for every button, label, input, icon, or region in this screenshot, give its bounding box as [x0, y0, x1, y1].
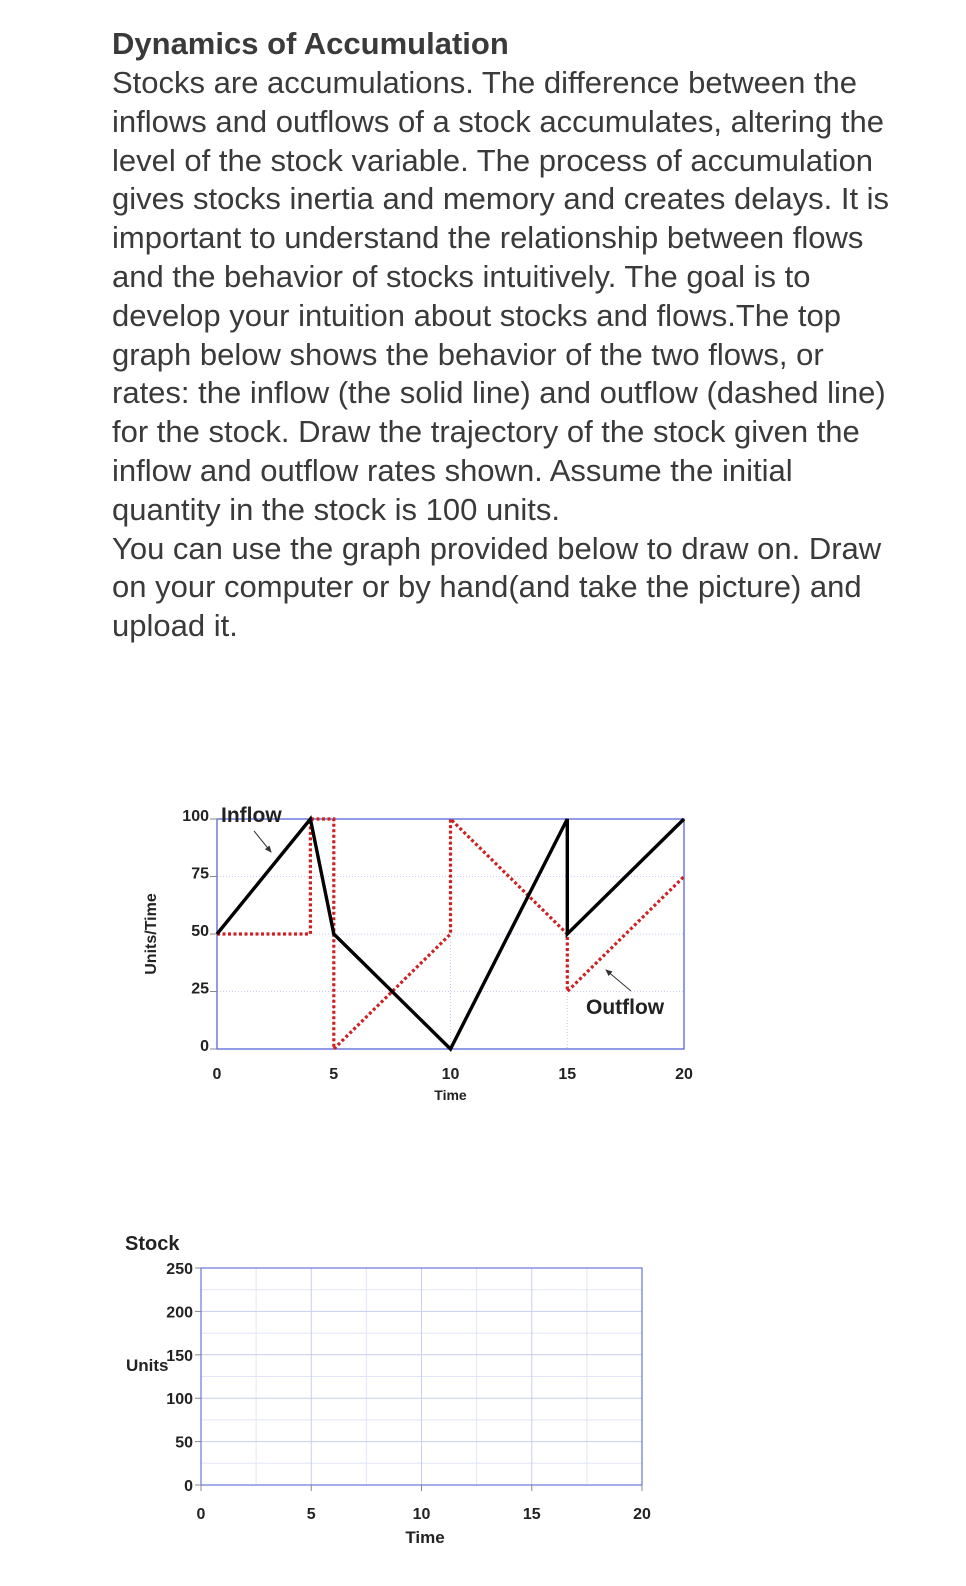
stock-x-tick-label: 0: [196, 1506, 206, 1523]
flow-x-tick-label: 20: [675, 1066, 693, 1083]
stock-y-tick-label: 200: [166, 1304, 193, 1322]
stock-y-tick-label: 50: [175, 1434, 193, 1452]
flow-y-tick-label: 25: [191, 980, 209, 998]
flow-x-axis-label: Time: [434, 1087, 467, 1103]
stock-y-tick-label: 150: [166, 1347, 193, 1365]
flow-chart: [143, 804, 693, 1103]
outflow-annotation-arrow: [606, 970, 631, 991]
stock-chart-title: Stock: [125, 1233, 180, 1255]
flow-y-tick-label: 100: [182, 808, 209, 825]
stock-x-tick-label: 10: [412, 1506, 431, 1523]
flow-ticks: [210, 819, 217, 1049]
inflow-annotation-arrow: [254, 831, 271, 852]
stock-y-tick-label: 0: [184, 1478, 193, 1495]
flow-y-axis-label: Units/Time: [143, 893, 160, 975]
stock-x-tick-label: 15: [522, 1506, 541, 1523]
instruction-paragraph: Stocks are accumulations. The difference between the inflows and outflows of a stock accumulates, altering the level of the stock variable. The process of accumulation gives stocks inertia and memory and creates delays. It is important to understand the relationship between flows and the behavior of stocks intuitively. The goal is to develop your intuition about stocks and flows.The top graph below shows the behavior of the two flows, or rates: the inflow (the solid line) and outflow (dashed line) for the stock. Draw the trajectory of the stock given the inflow and outflow rates shown. Assume the initial quantity in the stock is 100 units.: [112, 65, 890, 527]
page-title: Dynamics of Accumulation: [112, 26, 509, 61]
flow-x-tick-label: 15: [558, 1066, 577, 1083]
stock-y-tick-label: 100: [166, 1391, 193, 1409]
flow-x-tick-label: 0: [212, 1066, 222, 1083]
stock-ticks: [195, 1268, 642, 1491]
stock-grid: [201, 1268, 642, 1485]
stock-chart: [125, 1233, 651, 1547]
stock-x-tick-labels: [197, 1506, 651, 1523]
inflow-annotation: Inflow: [221, 804, 282, 827]
flow-x-tick-label: 5: [329, 1066, 339, 1083]
flow-x-tick-label: 10: [441, 1066, 460, 1083]
upload-instruction-paragraph: You can use the graph provided below to draw on. Draw on your computer or by hand(and take the picture) and upload it.: [112, 530, 882, 644]
flow-y-tick-labels: [182, 808, 209, 1055]
stock-y-tick-labels: [166, 1261, 193, 1495]
flow-x-tick-labels: [213, 1066, 693, 1083]
outflow-annotation: Outflow: [586, 996, 665, 1019]
flow-y-tick-label: 50: [191, 923, 209, 940]
flow-y-tick-label: 0: [200, 1038, 209, 1055]
stock-x-tick-label: 5: [306, 1506, 316, 1523]
stock-x-axis-label: Time: [405, 1528, 445, 1547]
stock-x-tick-label: 20: [633, 1506, 651, 1523]
stock-y-tick-label: 250: [166, 1261, 193, 1278]
flow-y-tick-label: 75: [191, 865, 209, 883]
stock-y-axis-label: Units: [126, 1356, 169, 1375]
